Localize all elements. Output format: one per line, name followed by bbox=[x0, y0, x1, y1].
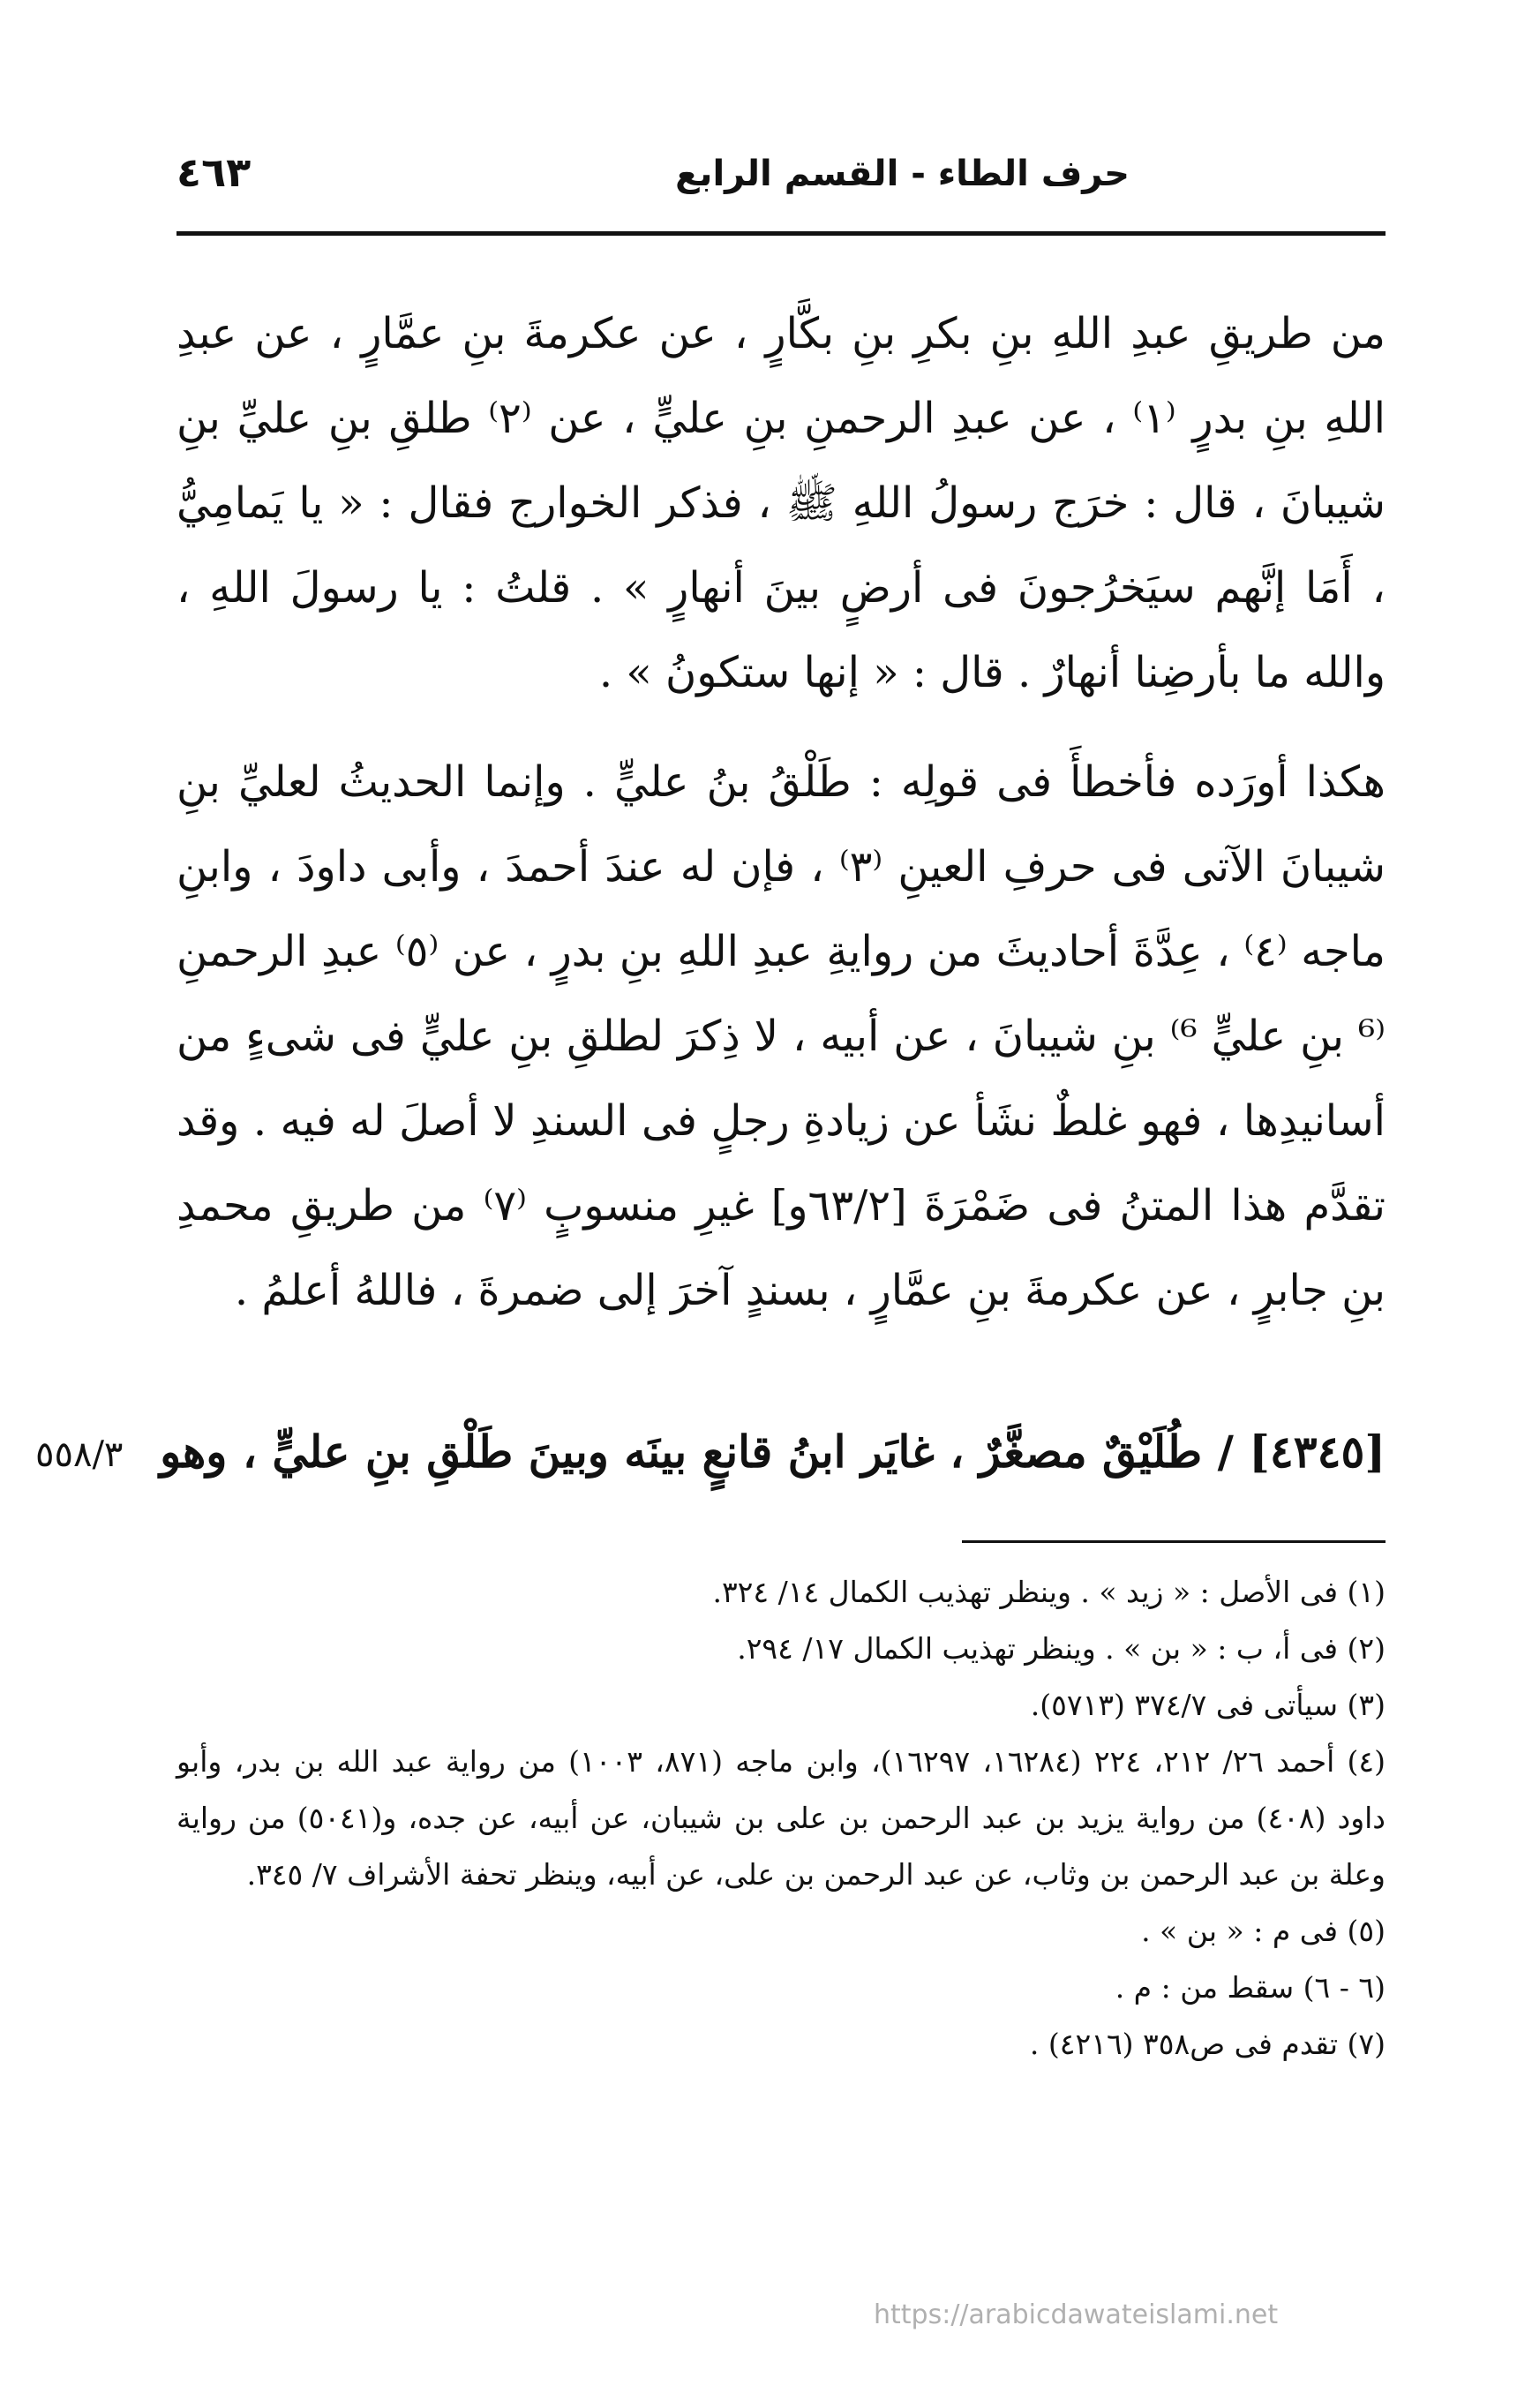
footnote-1: (١) فى الأصل : « زيد » . وينظر تهذيب الكمال ١٤/ ٣٢٤. bbox=[712, 1575, 1386, 1609]
header-title: حرف الطاء - القسم الرابع bbox=[675, 154, 1130, 194]
entry-4345 bbox=[35, 1426, 1386, 1505]
footnote-divider bbox=[962, 1540, 1386, 1543]
commentary-paragraph: هكذا أورَده فأخطأَ فى قولِه : طَلْقُ بنُ عليٍّ . وإنما الحديثُ لعليِّ بنِ شيبانَ الآتى فى حرفِ العينِ ⁽٣⁾ ، فإن له عندَ أحمدَ ، وأبى داودَ ، وابنِ ماجه ⁽٤⁾ ، عِدَّةَ أحاديثَ من روايةِ عبدِ اللهِ بنِ بدرٍ ، عن ⁽٥⁾ عبدِ الرحمنِ ⁽⁶ بنِ عليٍّ ⁶⁾ بنِ شيبانَ ، عن أبيه ، لا ذِكرَ لطلقِ بنِ عليٍّ فى شىءٍ من أسانيدِها ، فهو غلطٌ نشَأ عن زيادةِ رجلٍ فى السندِ لا أصلَ له فيه . وقد تقدَّم هذا المتنُ فى ضَمْرَةَ [٦٣/٢و] غيرِ منسوبٍ ⁽٧⁾ من طريقِ محمدِ بنِ جابرٍ ، عن عكرمةَ بنِ عمَّارٍ ، بسندٍ آخرَ إلى ضمرةَ ، فاللهُ أعلمُ . bbox=[176, 757, 1386, 1315]
main-text bbox=[176, 291, 1386, 1333]
footnote-5: (٥) فى م : « بن » . bbox=[1141, 1914, 1386, 1948]
footnote-4: (٤) أحمد ٢٦/ ٢١٢، ٢٢٤ (١٦٢٨٤، ١٦٢٩٧)، وابن ماجه (٨٧١، ١٠٠٣) من رواية عبد الله بن بدر، وأبو داود (٤٠٨) من رواية يزيد بن عبد الرحمن بن على بن شيبان، عن أبيه، عن جده، و(٥٠٤١) من رواية وعلة بن عبد الرحمن بن وثاب، عن عبد الرحمن بن على، عن أبيه، وينظر تحفة الأشراف ٧/ ٣٤٥. bbox=[176, 1744, 1386, 1892]
running-header bbox=[176, 148, 1386, 210]
watermark-url: https://arabicdawateislami.net bbox=[874, 2299, 1279, 2330]
entry-heading: [٤٣٤٥] / طُلَيْقٌ مصغَّرٌ ، غايَر ابنُ قانعٍ بينَه وبينَ طَلْقِ بنِ عليٍّ ، وهو bbox=[160, 1426, 1386, 1478]
header-divider bbox=[176, 231, 1386, 236]
footnote-2: (٢) فى أ، ب : « بن » . وينظر تهذيب الكمال ١٧/ ٢٩٤. bbox=[737, 1631, 1386, 1666]
hadith-paragraph: من طريقِ عبدِ اللهِ بنِ بكرِ بنِ بكَّارٍ ، عن عكرمةَ بنِ عمَّارٍ ، عن عبدِ اللهِ بنِ بدرٍ ⁽١⁾ ، عن عبدِ الرحمنِ بنِ عليٍّ ، عن ⁽٢⁾ طلقِ بنِ عليِّ بنِ شيبانَ ، قال : خرَج رسولُ اللهِ ﷺ ، فذكر الخوارج فقال : « يا يَمامِيُّ ، أَمَا إنَّهم سيَخرُجونَ فى أرضٍ بينَ أنهارٍ » . قلتُ : يا رسولَ اللهِ ، والله ما بأرضِنا أنهارٌ . قال : « إنها ستكونُ » . bbox=[176, 309, 1386, 697]
footnote-7: (٧) تقدم فى ص٣٥٨ (٤٢١٦) . bbox=[1029, 2027, 1386, 2061]
margin-reference: ٥٥٨/٣ bbox=[35, 1434, 124, 1475]
footnote-3: (٣) سيأتى فى ٣٧٤/٧ (٥٧١٣). bbox=[1030, 1688, 1386, 1722]
footnote-6: (٦ - ٦) سقط من : م . bbox=[1115, 1970, 1386, 2005]
footnotes bbox=[176, 1564, 1386, 2073]
page-number: ٤٦٣ bbox=[176, 148, 252, 196]
